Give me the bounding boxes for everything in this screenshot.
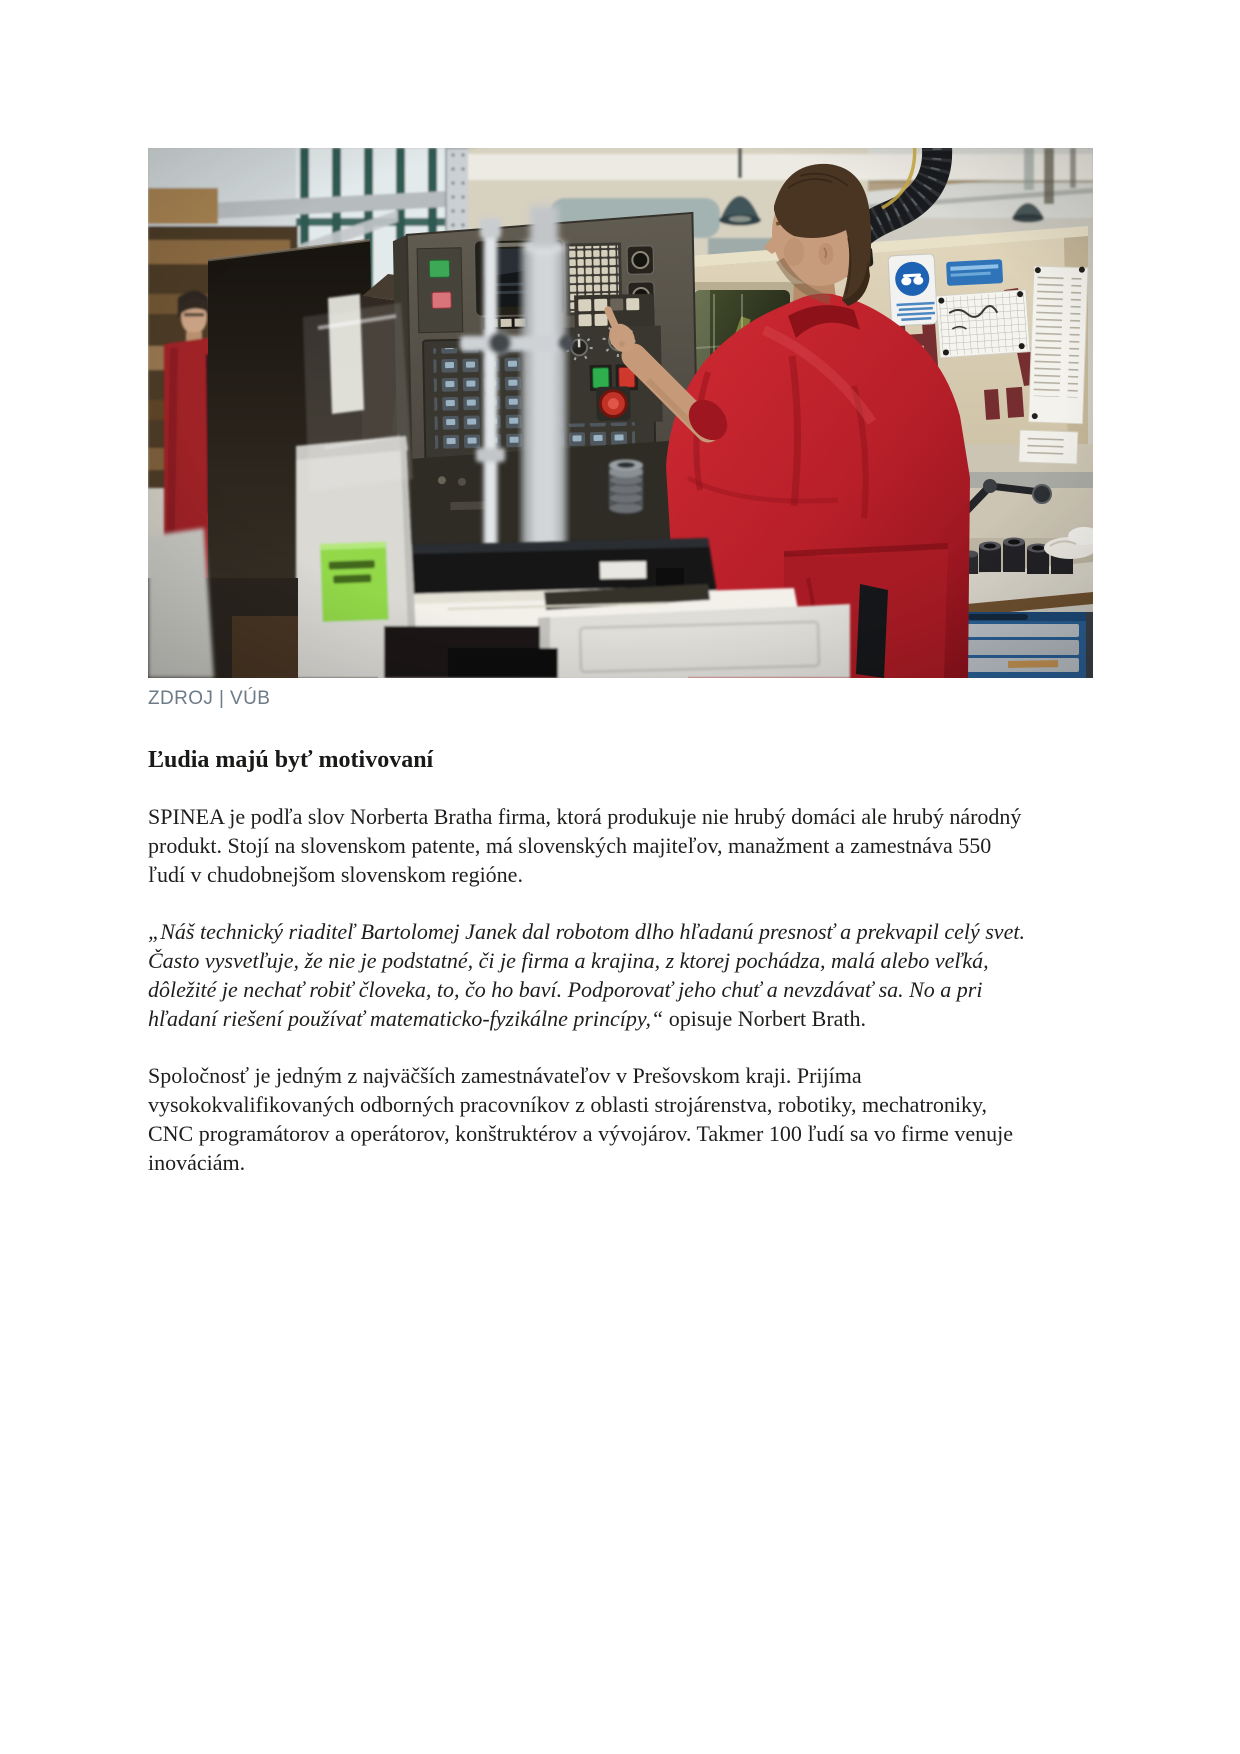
photo-source-caption: ZDROJ | VÚB: [148, 688, 271, 709]
article-heading: Ľudia majú byť motivovaní: [148, 747, 434, 773]
quote-attribution: opisuje Norbert Brath.: [663, 1006, 867, 1031]
article-figure: [148, 148, 1093, 711]
factory-photo-illustration: [148, 148, 1093, 678]
paragraph-quote: [148, 917, 1033, 1033]
quote-text: „Náš technický riaditeľ Bartolomej Janek dal robotom dlho hľadanú presnosť a prekvapil celý svet. Často vysvetľuje, že nie je podstatné, či je firma a krajina, z ktorej pochádza, malá alebo veľká, dôležité je nechať robiť človeka, to, čo ho baví. Podporovať jeho chuť a nevzdávať sa. No a pri hľadaní riešení používať matematicko-fyzikálne princípy,“: [148, 919, 1025, 1031]
paragraph-company: Spoločnosť je jedným z najväčších zamestnávateľov v Prešovskom kraji. Prijíma vysokokvalifikovaných odborných pracovníkov z oblasti strojárenstva, robotiky, mechatroniky, CNC programátorov a operátorov, konštruktérov a vývojárov. Takmer 100 ľudí sa vo firme venuje inováciám.: [148, 1063, 1013, 1175]
article-photo: [148, 148, 1093, 678]
vignette: [148, 148, 1093, 678]
paragraph-intro: SPINEA je podľa slov Norberta Bratha firma, ktorá produkuje nie hrubý domáci ale hrubý národný produkt. Stojí na slovenskom patente, má slovenských majiteľov, manažment a zamestnáva 550 ľudí v chudobnejšom slovenskom regióne.: [148, 804, 1022, 887]
